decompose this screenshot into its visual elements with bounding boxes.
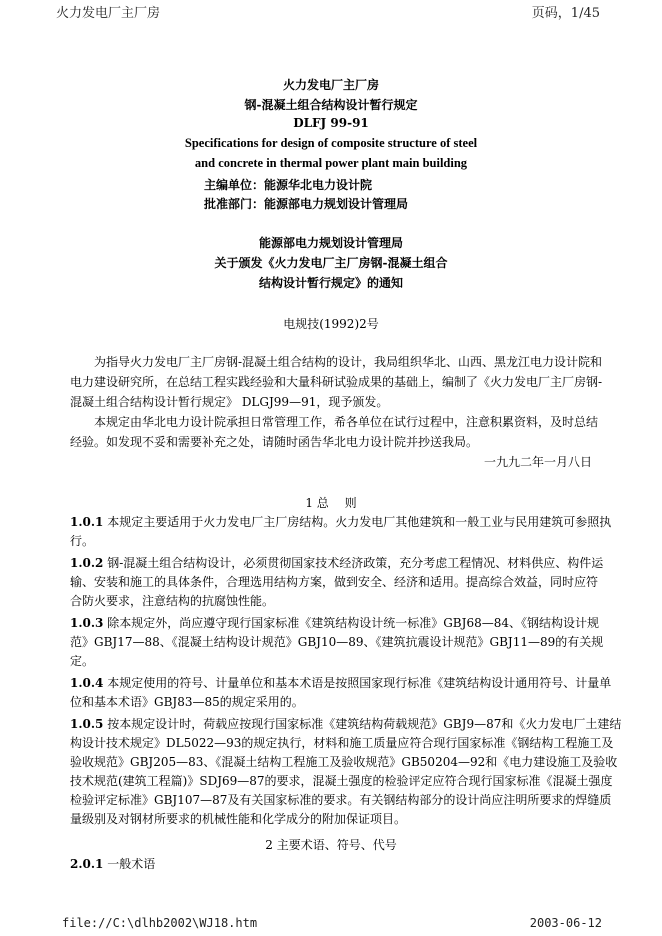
doc-code: DLFJ 99-91 xyxy=(293,116,369,130)
clause-text: 钢-混凝土组合结构设计，必须贯彻国家技术经济政策，充分考虑工程情况、材料供应、构件运 xyxy=(103,556,604,570)
doc-title-1: 火力发电厂主厂房 xyxy=(282,78,379,92)
clause-number: 1.0.4 xyxy=(70,676,104,690)
header-page-number: 页码，1/45 xyxy=(531,6,600,21)
clause-text-line: 行。 xyxy=(70,534,95,548)
clause-text: 除本规定外，尚应遵守现行国家标准《建筑结构设计统一标准》GBJ68—84、《钢结构设计规 xyxy=(103,616,599,630)
clause-1-0-1 xyxy=(70,514,612,530)
clause-text-line: 验收规范》GBJ205—83、《混凝土结构工程施工及验收规范》GB50204—92和《电力建设施工及验收 xyxy=(70,755,618,769)
clause-text: 按本规定设计时，荷载应按现行国家标准《建筑结构荷载规范》GBJ9—87和《火力发电厂土建结 xyxy=(103,717,622,731)
editor-unit: 主编单位：能源华北电力设计院 xyxy=(204,178,373,192)
clause-text: 一般术语 xyxy=(103,857,156,871)
clause-number: 2.0.1 xyxy=(70,857,104,871)
section-heading: 2 主要术语、符号、代号 xyxy=(265,838,397,852)
notice-title-3: 结构设计暂行规定》的通知 xyxy=(258,276,403,290)
clause-number: 1.0.1 xyxy=(70,515,104,529)
notice-paragraph-line: 经验。如发现不妥和需要补充之处，请随时函告华北电力设计院并抄送我局。 xyxy=(70,435,479,449)
approval-dept: 批准部门：能源部电力规划设计管理局 xyxy=(204,197,409,211)
notice-doc-number: 电规技(1992)2号 xyxy=(283,317,379,331)
clause-text-line: 输、安装和施工的具体条件，合理选用结构方案，做到安全、经济和适用。提高综合效益，同时应符 xyxy=(70,575,599,589)
clause-1-0-2 xyxy=(70,555,604,571)
notice-date: 一九九二年一月八日 xyxy=(483,455,592,469)
doc-title-en-2: and concrete in thermal power plant main building xyxy=(194,156,468,170)
clause-number: 1.0.2 xyxy=(70,556,104,570)
clause-text-line: 范》GBJ17—88、《混凝土结构设计规范》GBJ10—89、《建筑抗震设计规范》GBJ11—89的有关规 xyxy=(70,635,604,649)
section-heading: 1 总 则 xyxy=(305,496,357,510)
clause-text-line: 构设计技术规定》DL5022—93的规定执行，材料和施工质量应符合现行国家标准《钢结构工程施工及 xyxy=(70,736,614,750)
notice-paragraph-line: 电力建设研究所，在总结工程实践经验和大量科研试验成果的基础上，编制了《火力发电厂主厂房钢- xyxy=(70,375,603,389)
clause-text-line: 定。 xyxy=(70,654,95,668)
clause-text-line: 位和基本术语》GBJ83—85的规定采用的。 xyxy=(70,695,304,709)
notice-paragraph-line: 本规定由华北电力设计院承担日常管理工作，希各单位在试行过程中，注意积累资料，及时总结 xyxy=(94,415,599,429)
doc-title-2: 钢-混凝土组合结构设计暂行规定 xyxy=(244,98,418,112)
notice-title-2: 关于颁发《火力发电厂主厂房钢-混凝土组合 xyxy=(214,256,448,270)
clause-text: 本规定使用的符号、计量单位和基本术语是按照国家现行标准《建筑结构设计通用符号、计量单 xyxy=(103,676,612,690)
clause-text: 本规定主要适用于火力发电厂主厂房结构。火力发电厂其他建筑和一般工业与民用建筑可参照执 xyxy=(103,515,612,529)
clause-number: 1.0.5 xyxy=(70,717,104,731)
footer-file-path: file://C:\dlhb2002\WJ18.htm xyxy=(62,916,258,930)
clause-text-line: 检验评定标准》GBJ107—87及有关国家标准的要求。有关钢结构部分的设计尚应注明所要求的焊缝质 xyxy=(70,793,612,807)
clause-text-line: 技术规范(建筑工程篇)》SDJ69—87的要求，混凝土强度的检验评定应符合现行国家标准《混凝土强度 xyxy=(70,774,613,788)
notice-paragraph-line: 为指导火力发电厂主厂房钢-混凝土组合结构的设计，我局组织华北、山西、黑龙江电力设计院和 xyxy=(94,355,603,369)
clause-2-0-1 xyxy=(70,856,592,872)
page-footer xyxy=(62,916,602,932)
notice-paragraph-line: 混凝土组合结构设计暂行规定》 DLGJ99—91，现予颁发。 xyxy=(70,395,389,409)
clause-1-0-4 xyxy=(70,675,612,691)
clause-number: 1.0.3 xyxy=(70,616,104,630)
clause-text-line: 量级别及对钢材所要求的机械性能和化学成分的附加保证项目。 xyxy=(70,812,407,826)
clause-1-0-3 xyxy=(70,615,599,631)
header-title: 火力发电厂主厂房 xyxy=(56,6,161,21)
clause-text-line: 合防火要求，注意结构的抗腐蚀性能。 xyxy=(70,594,275,608)
clause-1-0-5 xyxy=(70,716,622,732)
footer-date: 2003-06-12 xyxy=(529,916,602,930)
page-header xyxy=(56,2,600,20)
notice-title-1: 能源部电力规划设计管理局 xyxy=(258,236,403,250)
doc-title-en-1: Specifications for design of composite structure of steel xyxy=(184,136,478,150)
